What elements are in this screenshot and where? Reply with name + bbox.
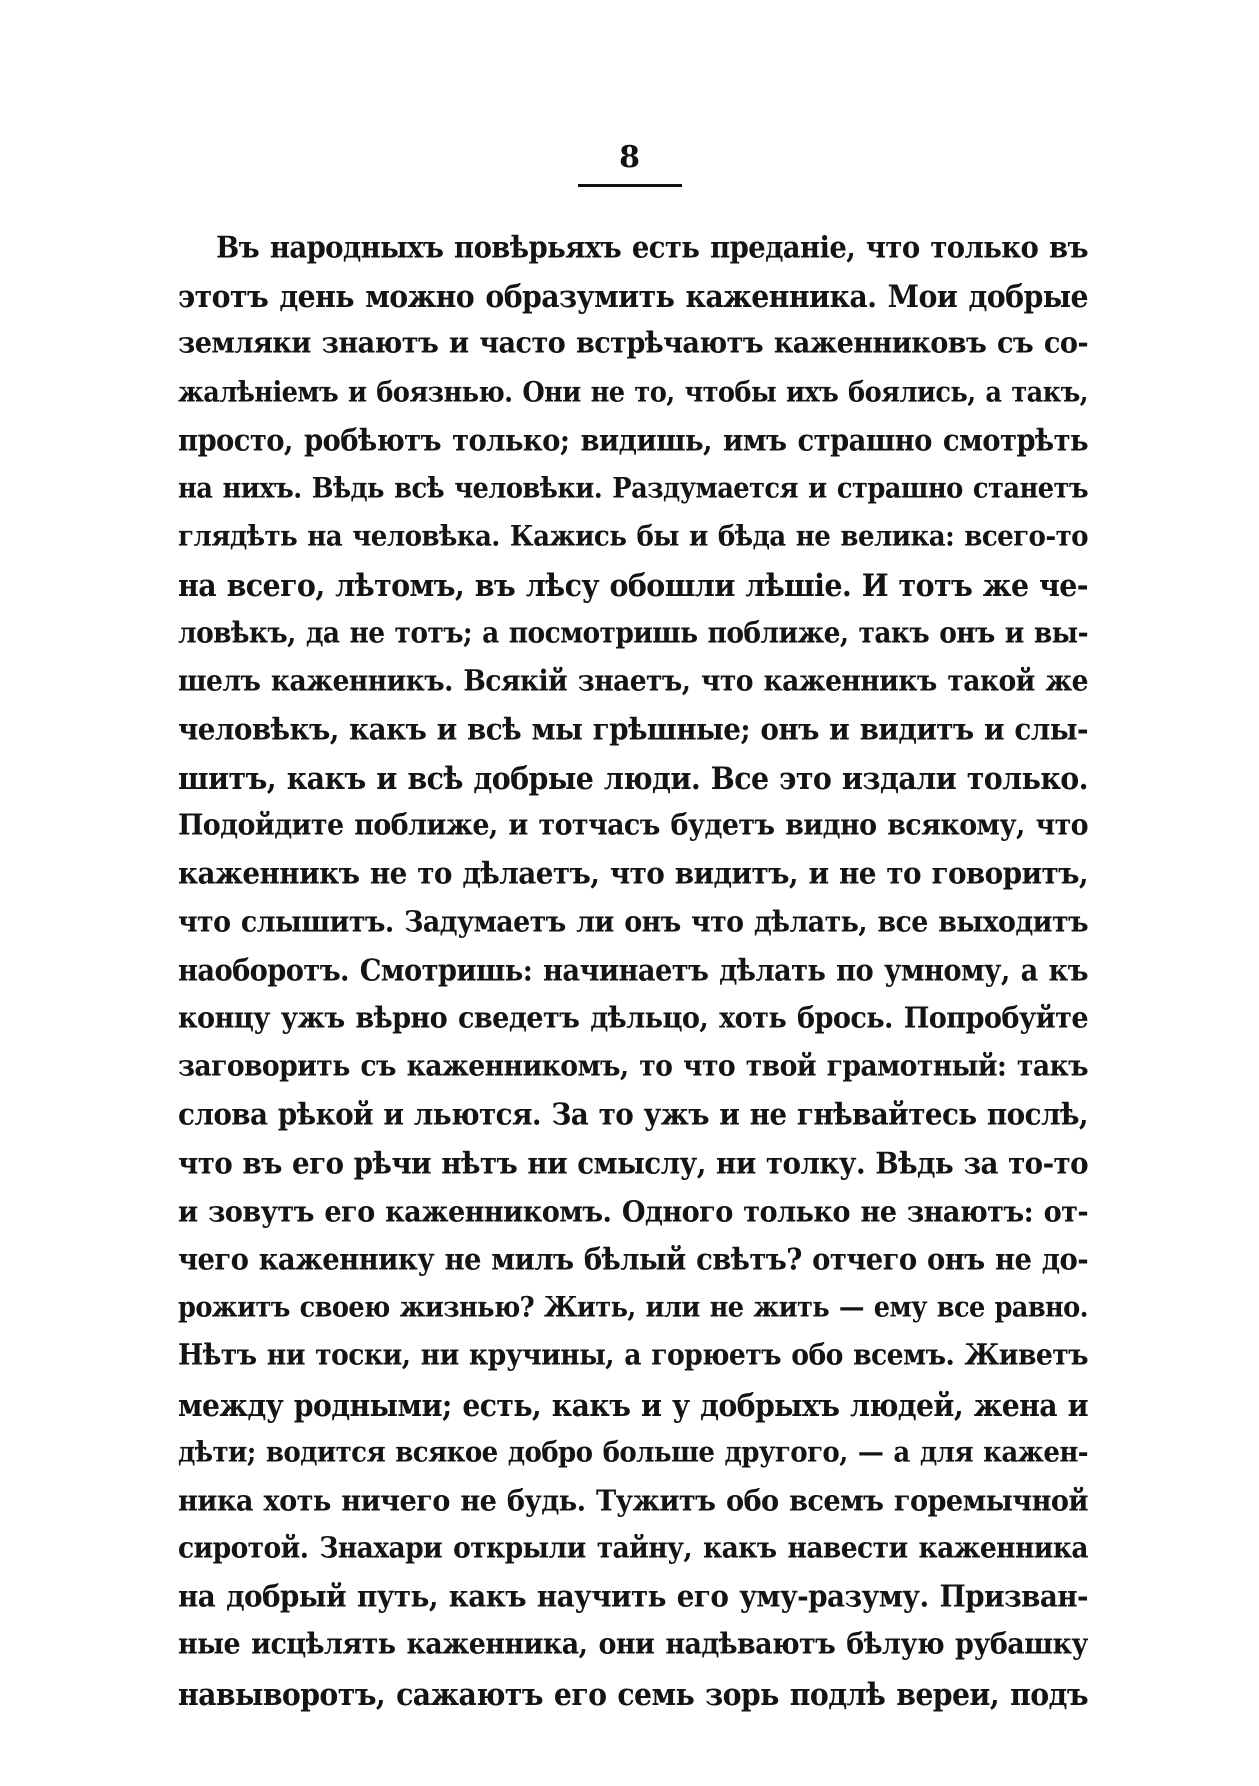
text-line: навыворотъ, сажаютъ его семь зорь подлѣ вереи, подъ: [178, 1675, 1088, 1712]
text-line: ника хоть ничего не будь. Тужитъ обо всемъ горемычной: [178, 1483, 1088, 1519]
text-line: заговорить съ каженникомъ, то что твой грамотный: такъ: [178, 1049, 1088, 1084]
text-line: каженникъ не то дѣлаетъ, что видитъ, и не то говоритъ,: [178, 856, 1088, 892]
text-line: на добрый путь, какъ научить его уму-разуму. Призван-: [178, 1578, 1088, 1615]
text-line: слова рѣкой и льются. За то ужъ и не гнѣвайтесь послѣ,: [178, 1097, 1088, 1133]
text-line: Подойдите поближе, и тотчасъ будетъ видно всякому, что: [178, 808, 1088, 843]
text-line: земляки знаютъ и часто встрѣчаютъ каженниковъ съ со-: [178, 327, 1088, 361]
text-line: Въ народныхъ повѣрьяхъ есть преданіе, что только въ: [216, 230, 1088, 266]
text-line: на нихъ. Вѣдь всѣ человѣки. Раздумается и страшно станетъ: [178, 472, 1088, 506]
text-line: этотъ день можно образумить каженника. Мои добрые: [178, 277, 1088, 315]
text-line: просто, робѣютъ только; видишь, имъ страшно смотрѣть: [178, 423, 1088, 459]
text-line: глядѣть на человѣка. Кажись бы и бѣда не велика: всего-то: [178, 519, 1088, 554]
text-line: ловѣкъ, да не тотъ; а посмотришь поближе, такъ онъ и вы-: [178, 616, 1088, 650]
page-number-rule: [578, 184, 682, 187]
text-line: шитъ, какъ и всѣ добрые люди. Все это издали только.: [178, 759, 1088, 797]
text-line: жалѣніемъ и боязнью. Они не то, чтобы ихъ боялись, а такъ,: [178, 376, 1088, 409]
body-text: [178, 224, 1088, 1718]
text-line: концу ужъ вѣрно сведетъ дѣльцо, хоть брось. Попробуйте: [178, 1001, 1088, 1036]
text-line: дѣти; водится всякое добро больше другого, — а для кажен-: [178, 1436, 1088, 1469]
text-line: Нѣтъ ни тоски, ни кручины, а горюетъ обо всемъ. Живетъ: [178, 1339, 1088, 1373]
text-line: сиротой. Знахари открыли тайну, какъ навести каженника: [178, 1531, 1088, 1566]
text-line: между родными; есть, какъ и у добрыхъ людей, жена и: [178, 1386, 1088, 1423]
text-line: ные исцѣлять каженника, они надѣваютъ бѣлую рубашку: [178, 1628, 1088, 1662]
text-line: наоборотъ. Смотришь: начинаетъ дѣлать по умному, а къ: [178, 953, 1088, 989]
text-line: рожитъ своею жизнью? Жить, или не жить — ему все равно.: [178, 1291, 1088, 1325]
text-line: и зовутъ его каженникомъ. Одного только не знаютъ: от-: [178, 1194, 1088, 1230]
text-line: на всего, лѣтомъ, въ лѣсу обошли лѣшіе. И тотъ же че-: [178, 566, 1088, 604]
text-line: что слышитъ. Задумаетъ ли онъ что дѣлать, все выходитъ: [178, 905, 1088, 939]
text-line: чего каженнику не милъ бѣлый свѣтъ? отчего онъ не до-: [178, 1242, 1088, 1278]
page-number: 8: [619, 140, 640, 175]
text-line: человѣкъ, какъ и всѣ мы грѣшные; онъ и видитъ и слы-: [178, 711, 1088, 748]
text-line: что въ его рѣчи нѣтъ ни смыслу, ни толку. Вѣдь за то-то: [178, 1145, 1088, 1181]
text-line: шелъ каженникъ. Всякій знаетъ, что каженникъ такой же: [178, 664, 1088, 698]
